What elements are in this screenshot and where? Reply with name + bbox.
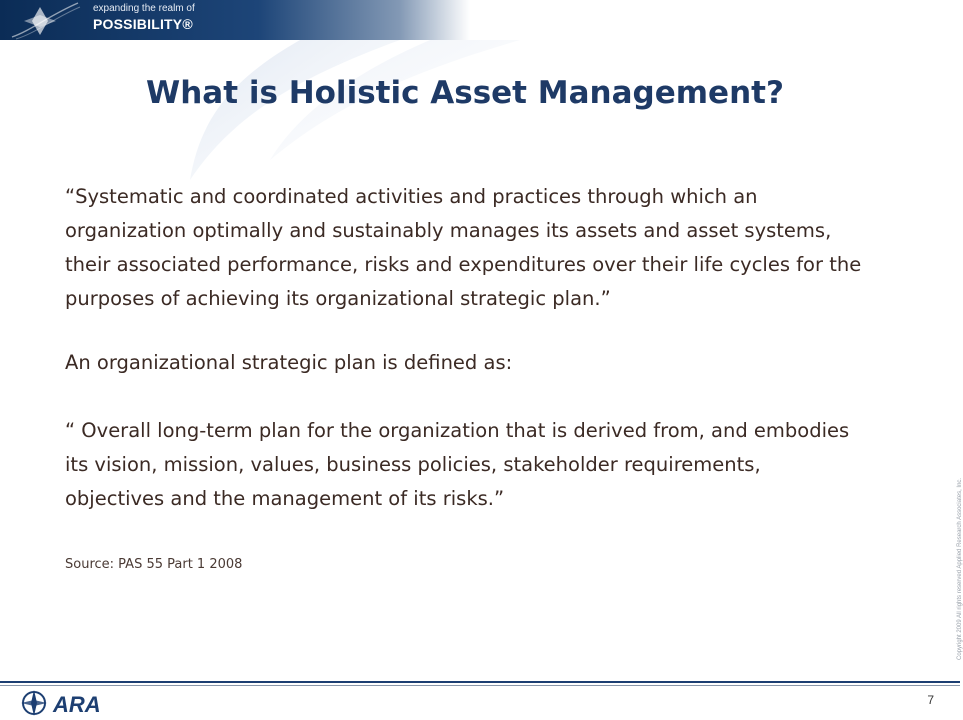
banner-tagline-large: POSSIBILITY® [93, 16, 193, 32]
intro-line: An organizational strategic plan is defined as: [65, 351, 513, 374]
slide-title: What is Holistic Asset Management? [146, 75, 784, 111]
source-citation: Source: PAS 55 Part 1 2008 [65, 557, 243, 572]
plan-quote: “ Overall long-term plan for the organization that is derived from, and embodies its vision, mission, values, business policies, stakeholder requirements, objectives and the management of its risks.” [65, 419, 850, 510]
ara-compass-icon [21, 690, 47, 716]
ara-logo-text: ARA [53, 692, 101, 717]
footer-divider-thin [0, 685, 960, 686]
header-banner [0, 0, 470, 40]
copyright-notice: Copyright 2009 All rights reserved Applied Research Associates, Inc. [957, 477, 963, 660]
footer-divider [0, 681, 960, 683]
banner-tagline-small: expanding the realm of [93, 3, 195, 14]
page-number: 7 [927, 693, 934, 707]
definition-quote: “Systematic and coordinated activities and practices through which an organization optimally and sustainably manages its assets and asset systems, their associated performance, risks and expenditures over their life cycles for the purposes of achieving its organizational strategic plan.” [65, 185, 862, 310]
globe-compass-logo-icon [10, 1, 80, 39]
slide-body [65, 180, 885, 574]
ara-logo [18, 688, 128, 718]
